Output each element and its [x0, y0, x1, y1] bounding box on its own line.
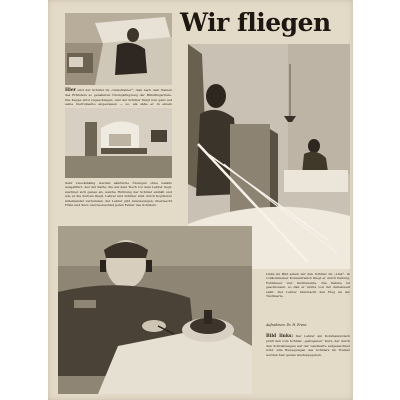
magazine-page [48, 0, 353, 400]
photo-officer-map-image [58, 226, 252, 394]
caption-bottom-right-text: Der Lehrer am Kommandotisch prüft den vom Schüler „geflogenen“ Kurs, der durch den Schreibwagen auf der Landkarte aufgezeichnet wird. Alle Bewegungen des Schülers im Trainer werden hier genau wiedergegeben. [266, 334, 351, 357]
caption-top-left-text: sitzt der Schüler im „Linkstrainer“, dem nach dem Namen des Erfinders so genannten Übungsflugzeug der Blindflugschule. Die Kappe wird zugeschlagen, und der Schüler fliegt nun ganz auf seine Instrumente angewiesen — so, als säße er in einem [65, 88, 173, 107]
headline: Wir fliegen [180, 8, 331, 37]
caption-mid-right-text: Links im Bild sehen wir den Schüler im „Link“. In vollkommener Konzentration fliegt er durch Peilung, Funkfeuer und Instrumente. Die Kabine ist geschlossen, so daß er nichts von der Außenwelt sieht. Der Lehrer überwacht den Flug an der Tischkarte. [266, 272, 350, 299]
caption-top-left [65, 88, 172, 106]
photo-trainer-apparatus-image [65, 108, 172, 178]
caption-mid-left-text: Sehr zweckmäßig werden sämtliche Übungen ohne Gefahr ausgeführt. Auf der Karte, die auf dem Tisch vor dem Lehrer liegt, zeichnet sich genau ab, welche Richtung der Schüler einhält und wie er die Kurven fliegt. Lehrer und Schüler sind durch Kopfhörer miteinander verbunden; der Lehrer gibt Anweisungen, überwacht Höhe und Kurs und beobachtet jeden Fehler des Schülers. [65, 181, 172, 208]
caption-mid-left [65, 181, 172, 219]
caption-top-left-lead: Hier [65, 88, 76, 93]
photo-credit: Aufnahmen: Dr. H. Franz [266, 323, 307, 327]
caption-bottom-right [266, 334, 350, 394]
photo-trainer-apparatus [65, 108, 172, 178]
caption-bottom-right-lead: Bild links: [266, 334, 293, 339]
photo-trainee-cockpit-image [65, 13, 172, 85]
photo-trainee-cockpit [65, 13, 172, 85]
caption-mid-right [266, 272, 350, 320]
photo-officer-map [58, 226, 252, 394]
